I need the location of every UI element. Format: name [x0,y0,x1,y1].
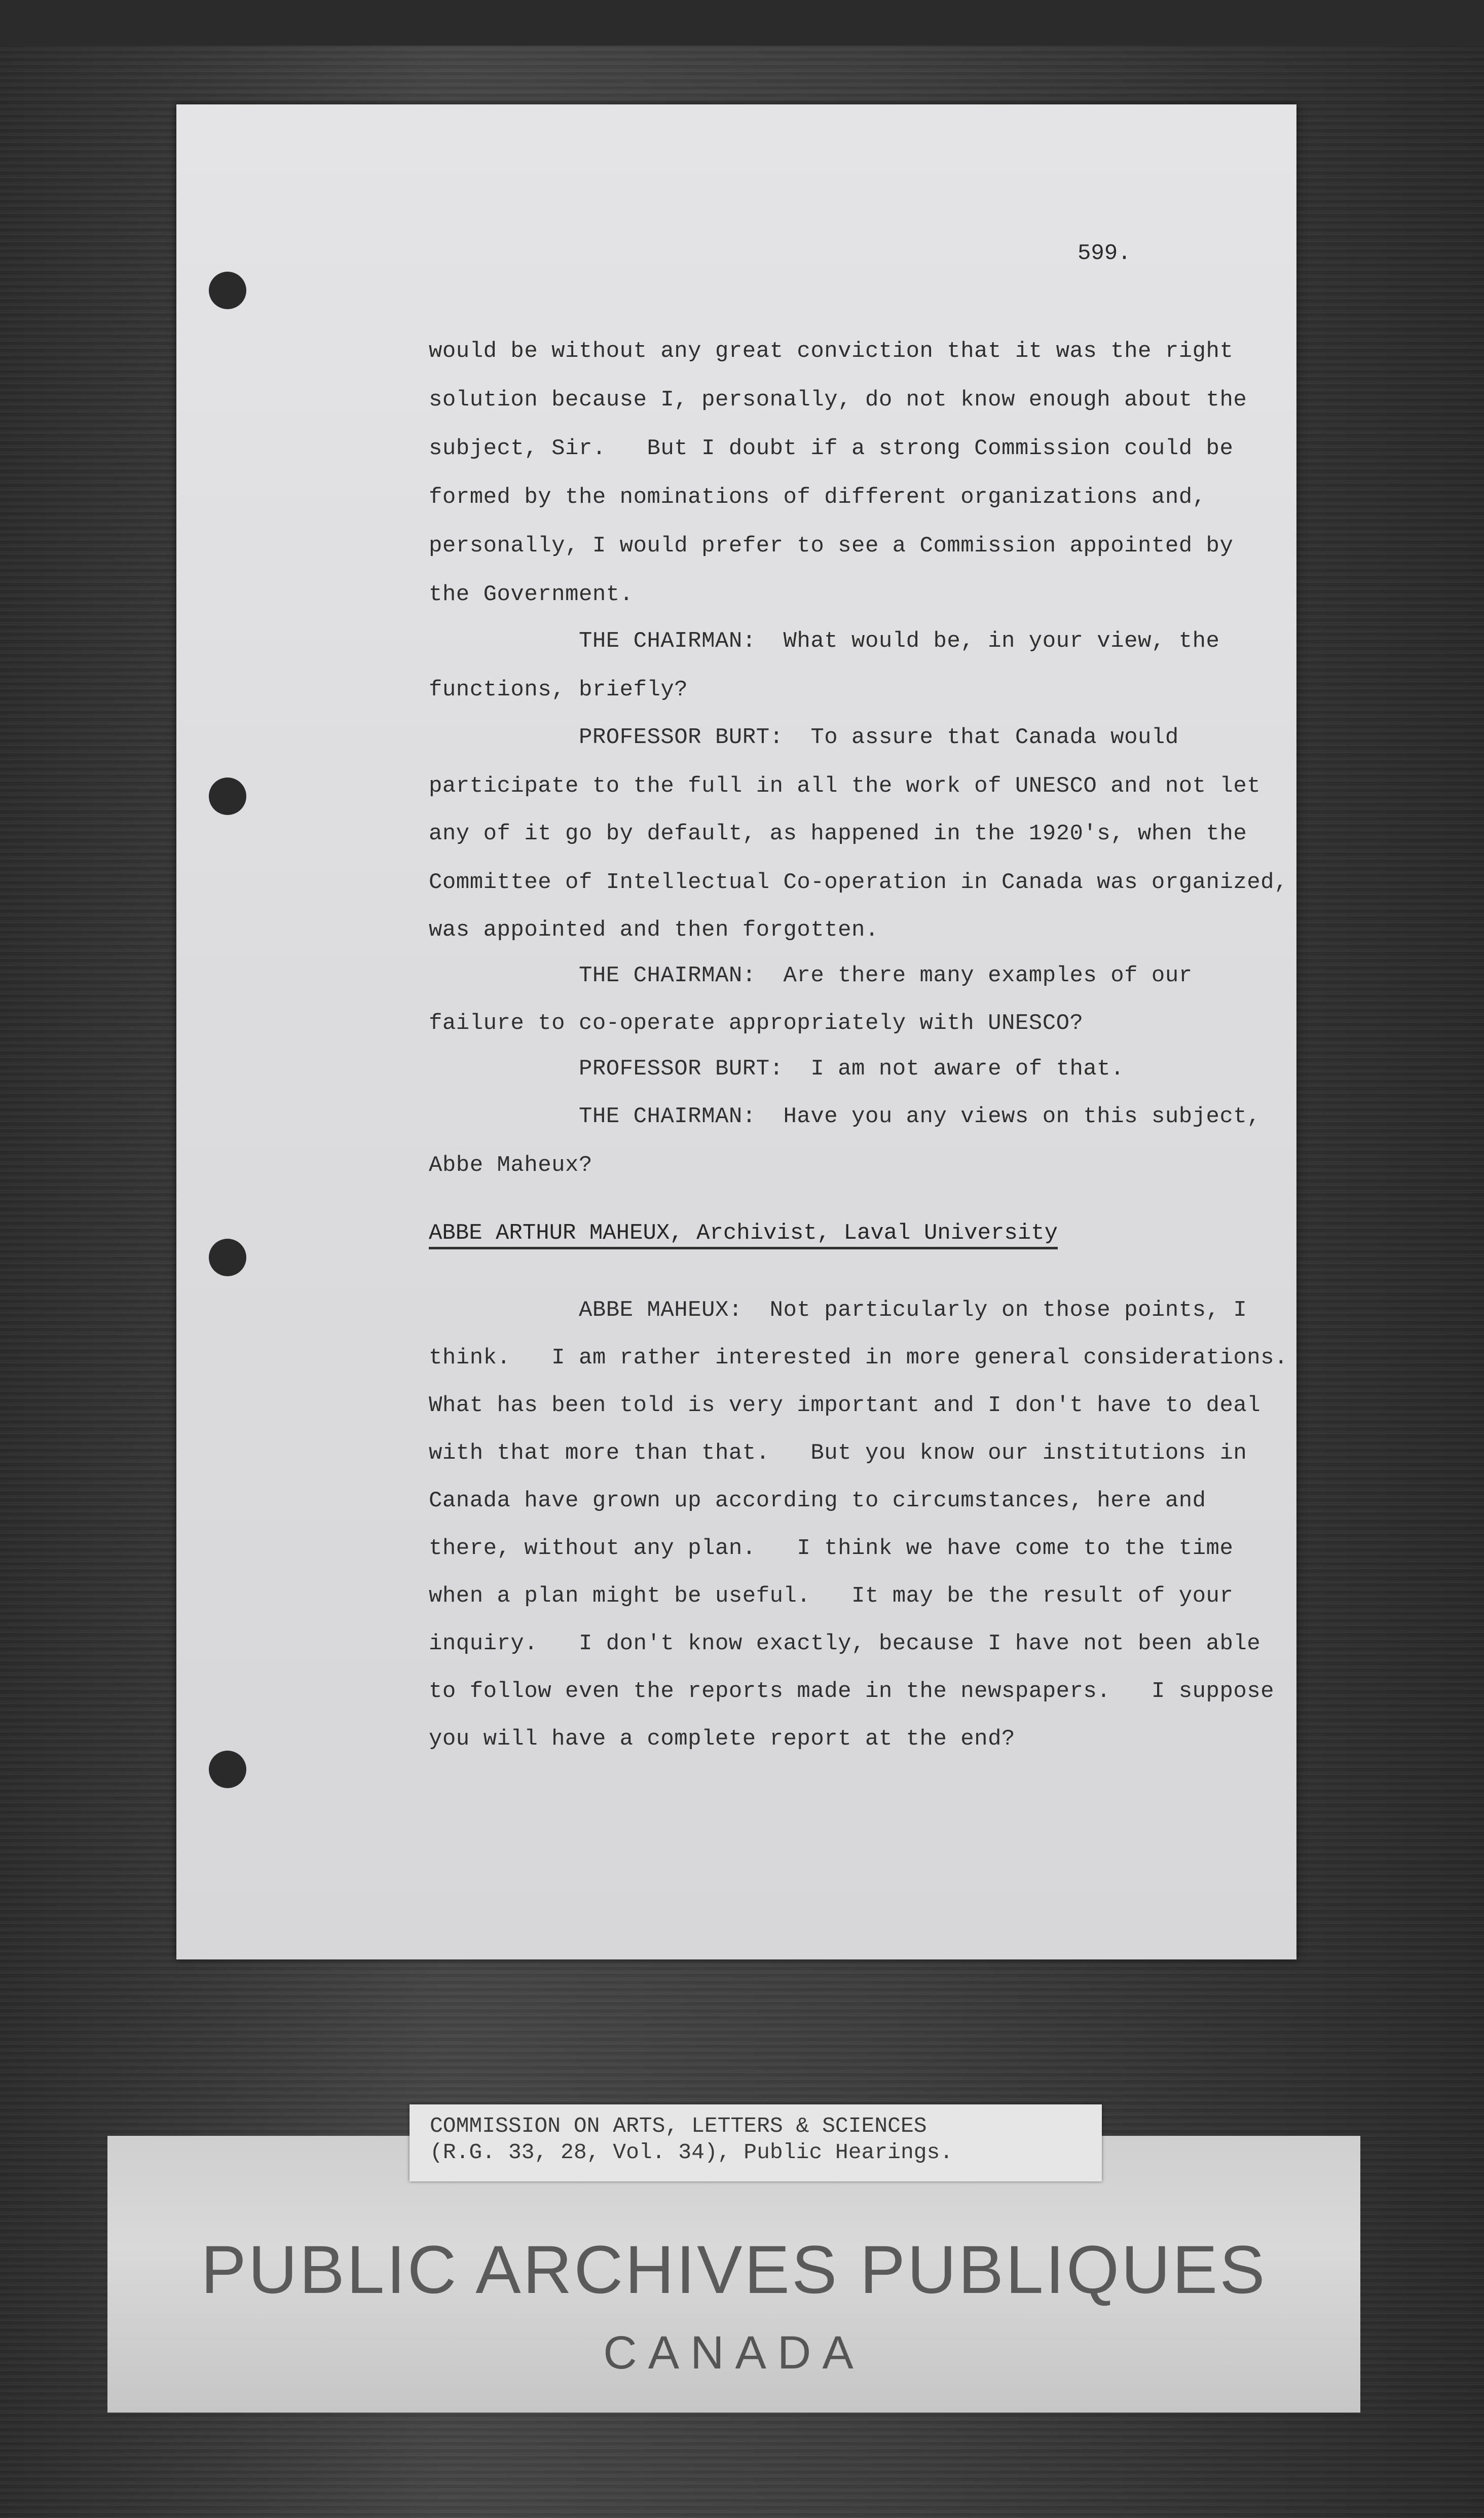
text-line: when a plan might be useful. It may be the result of your [429,1583,1234,1609]
text-line: PROFESSOR BURT: I am not aware of that. [429,1056,1125,1082]
text-line: Canada have grown up according to circumstances, here and [429,1488,1206,1513]
text-line: ABBE MAHEUX: Not particularly on those points, I [429,1298,1247,1323]
punch-hole-2 [209,777,246,815]
speaker-heading: ABBE ARTHUR MAHEUX, Archivist, Laval University [429,1220,1058,1249]
page-number: 599. [1078,241,1131,266]
text-line: subject, Sir. But I doubt if a strong Commission could be [429,436,1234,461]
text-line: would be without any great conviction that it was the right [429,339,1234,364]
text-line: the Government. [429,582,634,607]
text-line: to follow even the reports made in the newspapers. I suppose [429,1679,1275,1704]
text-line: failure to co-operate appropriately with UNESCO? [429,1011,1084,1036]
text-line: formed by the nominations of different organizations and, [429,485,1206,510]
text-line: solution because I, personally, do not know enough about the [429,387,1247,413]
archive-stamp-subtitle: CANADA [603,2327,865,2379]
text-line: inquiry. I don't know exactly, because I have not been able [429,1631,1261,1656]
text-line: with that more than that. But you know our institutions in [429,1440,1247,1466]
text-line: there, without any plan. I think we have come to the time [429,1536,1234,1561]
text-line: THE CHAIRMAN: What would be, in your view, the [429,628,1220,654]
text-line: functions, briefly? [429,677,688,702]
archive-stamp-title: PUBLIC ARCHIVES PUBLIQUES [201,2232,1267,2308]
text-line: THE CHAIRMAN: Are there many examples of our [429,963,1193,988]
text-line: you will have a complete report at the end? [429,1726,1015,1752]
text-line: participate to the full in all the work of UNESCO and not let [429,773,1261,799]
text-line: think. I am rather interested in more general considerations. [429,1345,1288,1371]
punch-hole-4 [209,1751,246,1788]
text-line: personally, I would prefer to see a Commission appointed by [429,533,1234,559]
reference-slip [410,2104,1102,2181]
punch-hole-3 [209,1239,246,1276]
text-line: Committee of Intellectual Co-operation in Canada was organized, [429,870,1288,895]
text-line: What has been told is very important and I don't have to deal [429,1393,1261,1418]
text-line: Abbe Maheux? [429,1153,592,1178]
reference-slip-line-1: COMMISSION ON ARTS, LETTERS & SCIENCES [430,2114,927,2138]
text-line: PROFESSOR BURT: To assure that Canada would [429,725,1179,750]
punch-hole-1 [209,272,246,309]
text-line: THE CHAIRMAN: Have you any views on this subject, [429,1104,1261,1129]
text-line: was appointed and then forgotten. [429,917,879,943]
text-line: any of it go by default, as happened in the 1920's, when the [429,821,1247,846]
reference-slip-line-2: (R.G. 33, 28, Vol. 34), Public Hearings. [430,2140,953,2165]
film-border-top [0,0,1484,46]
